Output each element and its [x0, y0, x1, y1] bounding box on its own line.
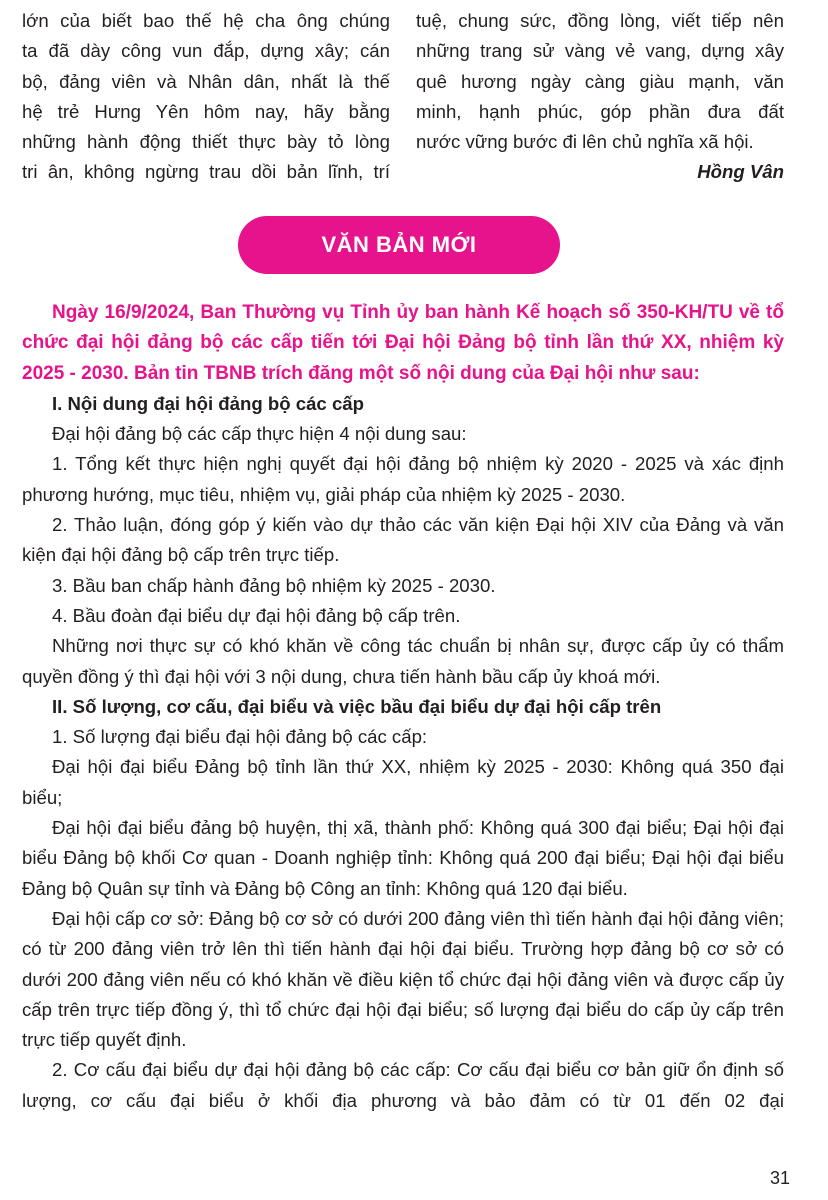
paragraph: Đại hội đảng bộ các cấp thực hiện 4 nội dung sau:	[52, 423, 467, 445]
text-line: tri ân, không ngừng trau dồi bản lĩnh, trí	[22, 161, 390, 183]
paragraph: Đại hội đại biểu Đảng bộ tỉnh lần thứ XX, nhiệm kỳ 2025 - 2030: Không quá 350 đại biểu;	[22, 756, 784, 808]
paragraph: Những nơi thực sự có khó khăn về công tác chuẩn bị nhân sự, được cấp ủy có thẩm quyền đồng ý thì đại hội với 3 nội dung, chưa tiến hành bầu cấp ủy khoá mới.	[22, 635, 784, 687]
heading-1: I. Nội dung đại hội đảng bộ các cấp	[52, 392, 364, 414]
author-signature: Hồng Vân	[697, 161, 784, 183]
text-line: minh, hạnh phúc, góp phần đưa đất	[416, 100, 784, 122]
paragraph: 4. Bầu đoàn đại biểu dự đại hội đảng bộ cấp trên.	[52, 604, 461, 626]
paragraph: 1. Số lượng đại biểu đại hội đảng bộ các cấp:	[52, 726, 428, 748]
article-body	[22, 298, 784, 1116]
section-title: VĂN BẢN MỚI	[321, 232, 477, 257]
text-line: hệ trẻ Hưng Yên hôm nay, hãy bằng	[22, 100, 390, 122]
text-line: nước vững bước đi lên chủ nghĩa xã hội.	[416, 131, 754, 153]
text-line: tuệ, chung sức, đồng lòng, viết tiếp nên	[416, 10, 784, 31]
heading-2: II. Số lượng, cơ cấu, đại biểu và việc bầu đại biểu dự đại hội cấp trên	[52, 695, 662, 717]
text-line: bộ, đảng viên và Nhân dân, nhất là thế	[22, 70, 390, 92]
paragraph: 1. Tổng kết thực hiện nghị quyết đại hội đảng bộ nhiệm kỳ 2020 - 2025 và xác định phương hướng, mục tiêu, nhiệm vụ, giải pháp của nhiệm kỳ 2025 - 2030.	[22, 453, 784, 505]
text-line: những hành động thiết thực bày tỏ lòng	[22, 131, 390, 153]
continued-article	[22, 6, 784, 188]
paragraph: 3. Bầu ban chấp hành đảng bộ nhiệm kỳ 2025 - 2030.	[52, 574, 496, 596]
paragraph: 2. Cơ cấu đại biểu dự đại hội đảng bộ các cấp: Cơ cấu đại biểu cơ bản giữ ổn định số lượng, cơ cấu đại biểu ở khối địa phương và bảo đảm có từ 01 đến 02 đại	[22, 1059, 784, 1111]
lead-paragraph: Ngày 16/9/2024, Ban Thường vụ Tỉnh ủy ban hành Kế hoạch số 350-KH/TU về tổ chức đại hội đảng bộ các cấp tiến tới Đại hội Đảng bộ tỉnh lần thứ XX, nhiệm kỳ 2025 - 2030. Bản tin TBNB trích đăng một số nội dung của Đại hội như sau:	[22, 302, 784, 384]
paragraph: Đại hội cấp cơ sở: Đảng bộ cơ sở có dưới 200 đảng viên thì tiến hành đại hội đảng viên; có từ 200 đảng viên trở lên thì tiến hành đại hội đại biểu. Trường hợp đảng bộ cơ sở có dưới 200 đảng viên nếu có khó khăn về điều kiện tổ chức đại hội đảng viên và được cấp ủy cấp trên trực tiếp đồng ý, thì tổ chức đại hội đại biểu; số lượng đại biểu do cấp ủy cấp trên trực tiếp quyết định.	[22, 907, 784, 1051]
text-line: quê hương ngày càng giàu mạnh, văn	[416, 70, 784, 92]
text-line: lớn của biết bao thế hệ cha ông chúng	[22, 10, 390, 31]
text-line: ta đã dày công vun đắp, dựng xây; cán	[22, 40, 390, 62]
paragraph: Đại hội đại biểu đảng bộ huyện, thị xã, thành phố: Không quá 300 đại biểu; Đại hội đại biểu Đảng bộ khối Cơ quan - Doanh nghiệp tỉnh: Không quá 200 đại biểu; Đại hội đại biểu Đảng bộ Quân sự tỉnh và Đảng bộ Công an tỉnh: Không quá 120 đại biểu.	[22, 817, 784, 899]
left-column	[22, 6, 390, 188]
section-title-banner	[238, 216, 560, 274]
right-column	[416, 6, 784, 188]
page-number: 31	[769, 1168, 790, 1188]
paragraph: 2. Thảo luận, đóng góp ý kiến vào dự thảo các văn kiện Đại hội XIV của Đảng và văn kiện đại hội đảng bộ cấp trên trực tiếp.	[22, 514, 784, 566]
text-line: những trang sử vàng vẻ vang, dựng xây	[416, 40, 784, 62]
